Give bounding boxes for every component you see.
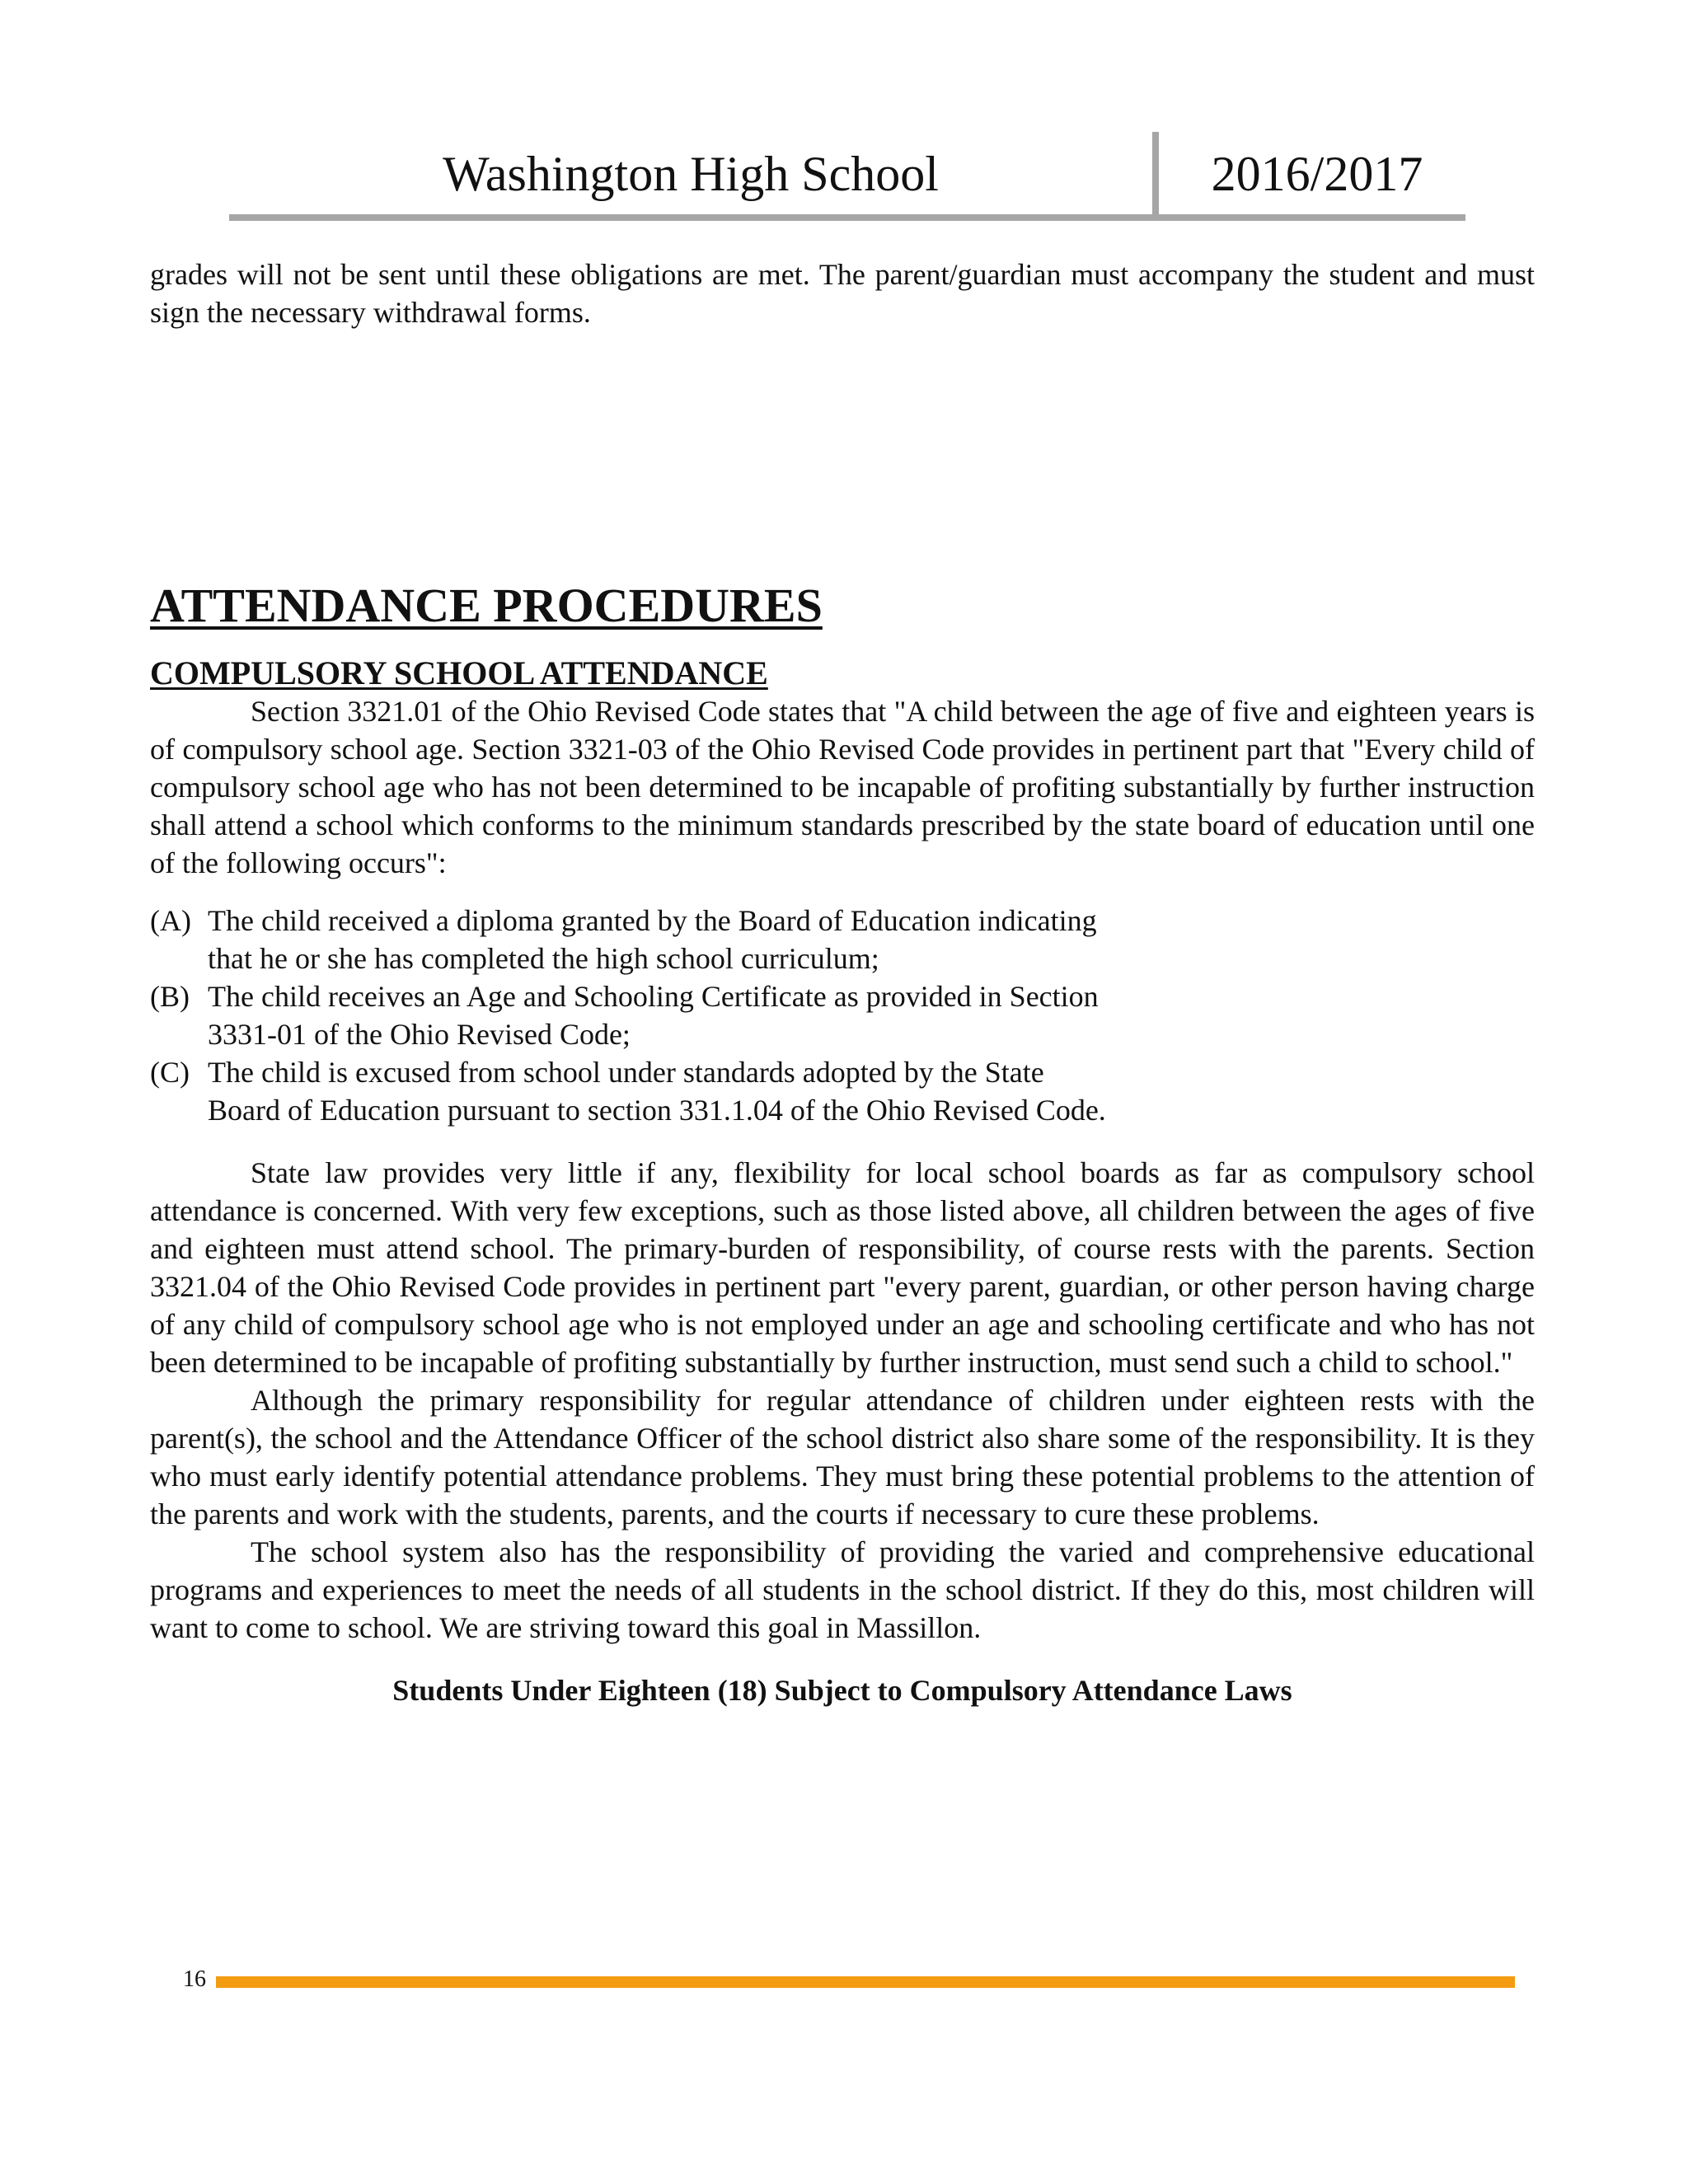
list-item	[150, 977, 1123, 1053]
paragraph-responsibility: Although the primary responsibility for regular attendance of children under eighteen rests with the parent(s), the school and the Attendance Officer of the school district also share some of the responsibility. It is they who must early identify potential attendance problems. They must bring these potential problems to the attention of the parents and work with the students, parents, and the courts if necessary to cure these problems.	[150, 1384, 1535, 1530]
spacer	[150, 1129, 1535, 1154]
spacer	[150, 1647, 1535, 1671]
list-item-text: The child receives an Age and Schooling Certificate as provided in Section 3331-01 of the Ohio Revised Code;	[208, 980, 1099, 1051]
header-year: 2016/2017	[1211, 147, 1423, 201]
header-divider	[1152, 132, 1159, 221]
header-school-name: Washington High School	[443, 147, 939, 201]
list-marker: (B)	[150, 980, 190, 1013]
conditions-list	[150, 902, 1123, 1129]
page-content	[150, 255, 1535, 1709]
paragraph-state-law: State law provides very little if any, flexibility for local school boards as far as compulsory school attendance is concerned. With very few exceptions, such as those listed above, all children between the ages of five and eighteen must attend school. The primary-burden of responsibility, of course rests with the parents. Section 3321.04 of the Ohio Revised Code provides in pertinent part "every parent, guardian, or other person having charge of any child of compulsory school age who is not employed under an age and schooling certificate and who has not been determined to be incapable of profiting substantially by further instruction, must send such a child to school."	[150, 1156, 1535, 1379]
list-item	[150, 902, 1123, 977]
list-item-text: The child is excused from school under standards adopted by the State Board of Education pursuant to section 331.1.04 of the Ohio Revised Code.	[208, 1056, 1106, 1127]
spacer	[150, 633, 1535, 654]
subsection-title: COMPULSORY SCHOOL ATTENDANCE	[150, 654, 768, 691]
header-rule	[229, 214, 1465, 221]
list-item-text: The child received a diploma granted by the Board of Education indicating that he or she has completed the high school curriculum;	[208, 904, 1097, 975]
footer-bar	[216, 1976, 1515, 1988]
list-marker: (C)	[150, 1056, 190, 1089]
page-header	[229, 145, 1465, 227]
list-item	[150, 1053, 1123, 1129]
paragraph-compulsory-age: Section 3321.01 of the Ohio Revised Code states that "A child between the age of five and eighteen years is of compulsory school age. Section 3321-03 of the Ohio Revised Code provides in pertinent part that "Every child of compulsory school age who has not been determined to be incapable of profiting substantially by further instruction shall attend a school which conforms to the minimum standards prescribed by the state board of education until one of the following occurs":	[150, 695, 1535, 879]
section-title: ATTENDANCE PROCEDURES	[150, 579, 823, 632]
spacer	[150, 882, 1535, 902]
closing-subheading: Students Under Eighteen (18) Subject to Compulsory Attendance Laws	[392, 1674, 1292, 1707]
intro-paragraph: grades will not be sent until these obligations are met. The parent/guardian must accompany the student and must sign the necessary withdrawal forms.	[150, 258, 1535, 329]
list-marker: (A)	[150, 904, 191, 937]
page-number: 16	[183, 1966, 206, 1992]
paragraph-school-system: The school system also has the responsibility of providing the varied and comprehensive educational programs and experiences to meet the needs of all students in the school district. If they do this, most children will want to come to school. We are striving toward this goal in Massillon.	[150, 1535, 1535, 1644]
spacer	[150, 331, 1535, 579]
